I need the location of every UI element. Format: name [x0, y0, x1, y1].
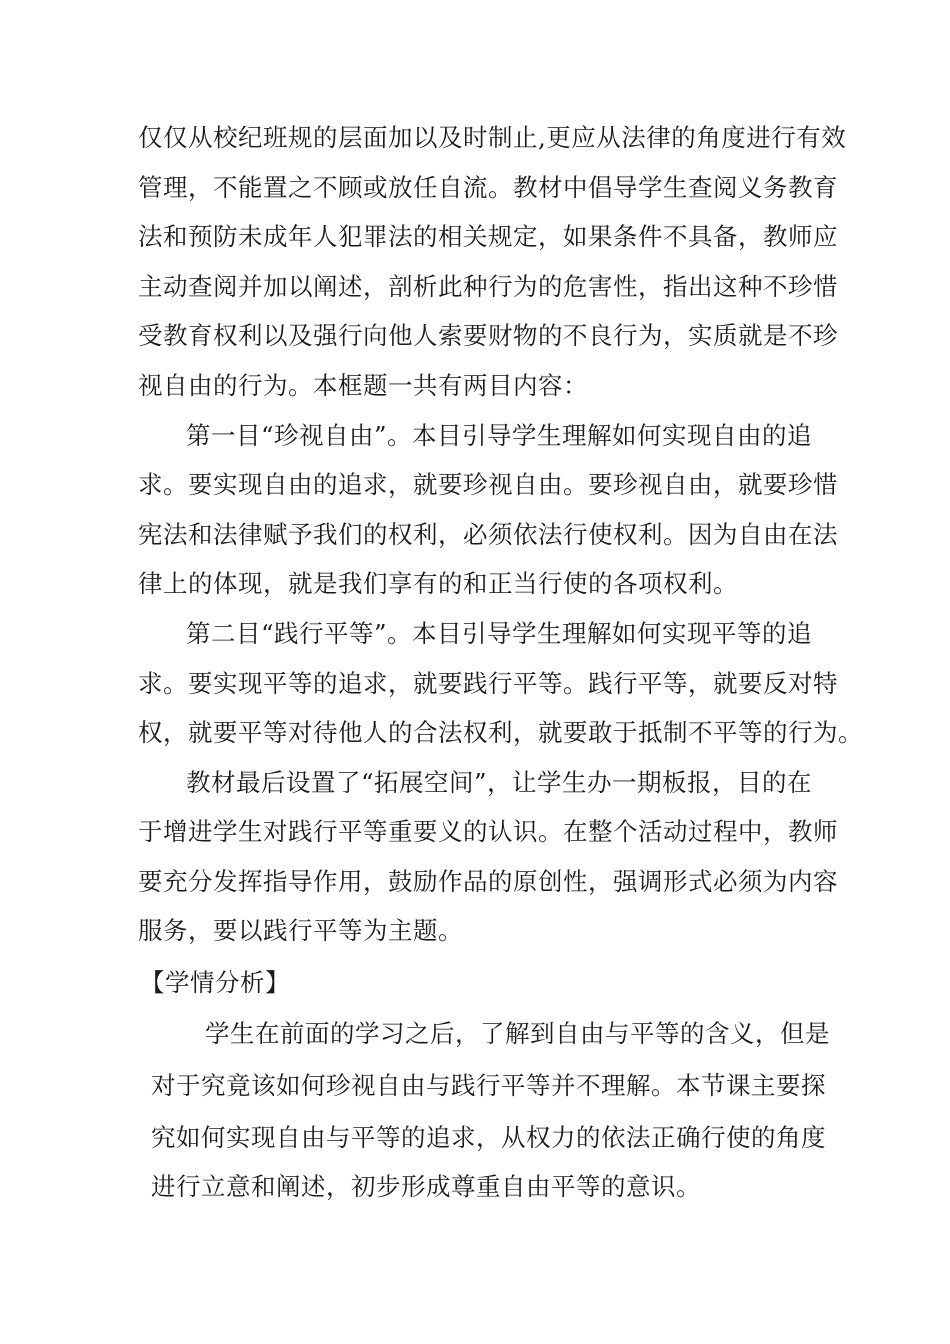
- section-heading: 【学情分析】: [140, 968, 290, 997]
- paragraph-2-line-3: 宪法和法律赋予我们的权利，必须依法行使权利。因为自由在法: [138, 520, 838, 549]
- paragraph-1-line-4: 主动查阅并加以阐述，剖析此种行为的危害性，指出这种不珍惜: [138, 272, 838, 301]
- paragraph-5-line-2: 对于究竟该如何珍视自由与践行平等并不理解。本节课主要探: [151, 1071, 826, 1100]
- paragraph-2-line-2: 求。要实现自由的追求，就要珍视自由。要珍视自由，就要珍惜: [138, 470, 838, 499]
- paragraph-3-line-1: 第二目“践行平等”。本目引导学生理解如何实现平等的追: [186, 619, 813, 648]
- paragraph-1-line-3: 法和预防未成年人犯罪法的相关规定，如果条件不具备，教师应: [138, 222, 838, 251]
- paragraph-1-line-5: 受教育权利以及强行向他人索要财物的不良行为，实质就是不珍: [138, 321, 838, 350]
- paragraph-2-line-1: 第一目“珍视自由”。本目引导学生理解如何实现自由的追: [186, 421, 813, 450]
- paragraph-3-line-3: 权，就要平等对待他人的合法权利，就要敢于抵制不平等的行为。: [138, 718, 863, 747]
- paragraph-1-line-2: 管理，不能置之不顾或放任自流。教材中倡导学生查阅义务教育: [138, 173, 838, 202]
- paragraph-2-line-4: 律上的体现，就是我们享有的和正当行使的各项权利。: [138, 569, 738, 598]
- paragraph-3-line-2: 求。要实现平等的追求，就要践行平等。践行平等，就要反对特: [138, 669, 838, 698]
- paragraph-4-line-1: 教材最后设置了“拓展空间”，让学生办一期板报，目的在: [186, 768, 813, 797]
- paragraph-5-line-4: 进行立意和阐述，初步形成尊重自由平等的意识。: [151, 1172, 701, 1201]
- paragraph-5-line-3: 究如何实现自由与平等的追求，从权力的依法正确行使的角度: [151, 1123, 826, 1152]
- paragraph-4-line-3: 要充分发挥指导作用，鼓励作品的原创性，强调形式必须为内容: [138, 867, 838, 896]
- paragraph-4-line-2: 于增进学生对践行平等重要义的认识。在整个活动过程中，教师: [138, 817, 838, 846]
- paragraph-5-line-1: 学生在前面的学习之后，了解到自由与平等的含义，但是: [205, 1019, 830, 1048]
- paragraph-1-line-6: 视自由的行为。本框题一共有两目内容：: [138, 371, 588, 400]
- paragraph-4-line-4: 服务，要以践行平等为主题。: [138, 916, 463, 945]
- paragraph-1-line-1: 仅仅从校纪班规的层面加以及时制止,更应从法律的角度进行有效: [138, 123, 847, 152]
